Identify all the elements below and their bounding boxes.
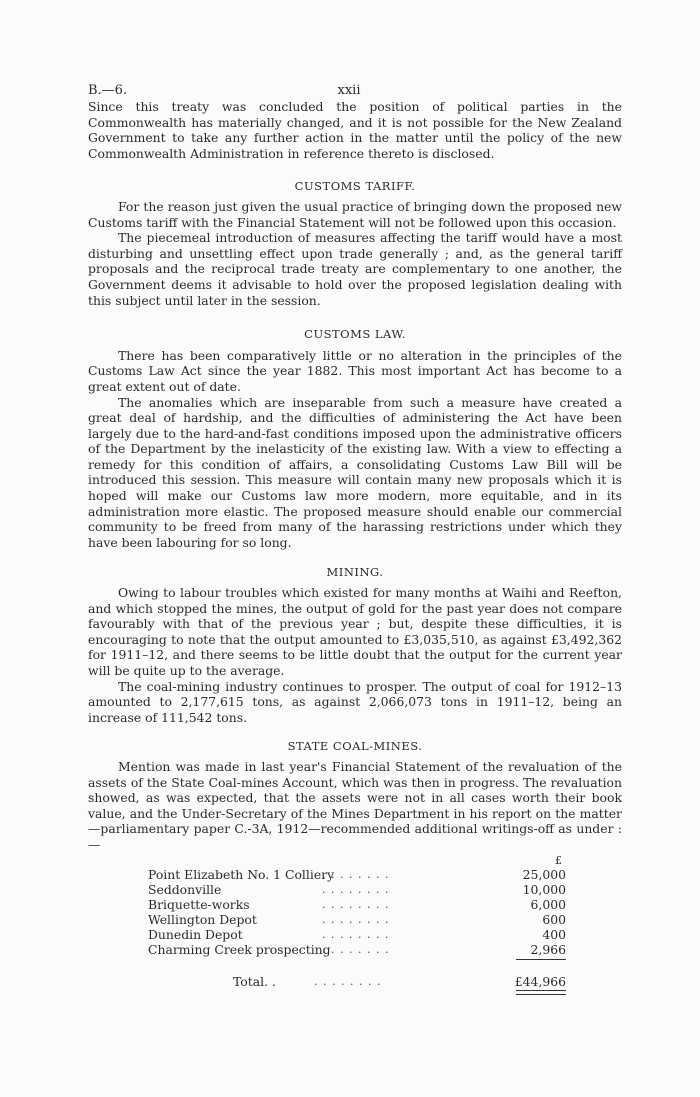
leader-dots: . . . . . . . . [322, 942, 390, 956]
row-amount: 6,000 [530, 896, 566, 912]
row-amount: 25,000 [522, 866, 566, 882]
row-label: Point Elizabeth No. 1 Colliery [148, 866, 335, 882]
subtotal-rule [516, 959, 566, 960]
total-amount: £44,966 [514, 973, 566, 989]
report-reference: B.—6. [88, 83, 128, 98]
leader-dots: . . . . . . . . [314, 974, 382, 988]
table-row [88, 897, 622, 912]
total-label: Total. . [233, 973, 276, 989]
leader-dots: . . . . . . . . [322, 927, 390, 941]
paragraph-mining-2: The coal-mining industry continues to prosper. The output of coal for 1912–13 amounted to 2,177,615 tons, as against 2,066,073 tons in 1911–12, being an increase of 111,542 tons. [88, 678, 622, 725]
page-header [88, 83, 610, 99]
row-amount: 2,966 [530, 941, 566, 957]
writings-off-table [88, 853, 622, 993]
currency-header [88, 853, 622, 867]
row-amount: 10,000 [522, 881, 566, 897]
row-label: Charming Creek prospecting [148, 941, 331, 957]
row-label: Dunedin Depot [148, 926, 243, 942]
total-row [88, 974, 622, 989]
heading-customs-law: CUSTOMS LAW. [304, 327, 406, 342]
paragraph-law-2: The anomalies which are inseparable from such a measure have created a great deal of hardship, and the difficulties of administering the Act have been largely due to the hard-and-fast conditions imposed upon the administrative officers of the Department by the inelasticity of the existing law. With a view to effecting a remedy for this condition of affairs, a consolidating Customs Law Bill will be introduced this session. This measure will contain many new proposals which it is hoped will make our Customs law more modern, more equitable, and in its administration more elastic. The proposed measure should enable our commercial community to be freed from many of the harassing restrictions under which they have been labouring for so long. [88, 394, 622, 550]
table-row [88, 882, 622, 897]
row-amount: 400 [542, 926, 566, 942]
paragraph-mining-1: Owing to labour troubles which existed for many months at Waihi and Reefton, and which stopped the mines, the output of gold for the past year does not compare favourably with that of the previous year ; but, despite these difficulties, it is encouraging to note that the output amounted to £3,035,510, as against £3,492,362 for 1911–12, and there seems to be little doubt that the output for the current year will be quite up to the average. [88, 585, 622, 678]
leader-dots: . . . . . . . . [322, 882, 390, 896]
row-label: Wellington Depot [148, 911, 257, 927]
table-rows [88, 867, 622, 957]
heading-mining: MINING. [326, 565, 384, 580]
document-body [88, 99, 622, 993]
table-row [88, 942, 622, 957]
leader-dots: . . . . . . . . [322, 867, 390, 881]
total-double-rule [516, 990, 566, 995]
table-row [88, 927, 622, 942]
currency-symbol: £ [555, 853, 562, 867]
paragraph-tariff-1: For the reason just given the usual practice of bringing down the proposed new Customs tariff with the Financial Statement will not be followed upon this occasion. [88, 198, 622, 230]
row-amount: 600 [542, 911, 566, 927]
leader-dots: . . . . . . . . [322, 912, 390, 926]
table-row [88, 867, 622, 882]
paragraph-tariff-2: The piecemeal introduction of measures affecting the tariff would have a most disturbing and unsettling effect upon trade generally ; and, as the general tariff proposals and the reciprocal trade treaty are complementary to one another, the Government deems it advisable to hold over the proposed legislation dealing with this subject until later in the session. [88, 230, 622, 308]
heading-state-coal-mines: STATE COAL-MINES. [287, 739, 423, 754]
page-number: xxii [337, 83, 361, 98]
paragraph-treaty: Since this treaty was concluded the position of political parties in the Commonwealth has materially changed, and it is not possible for the New Zealand Government to take any further action in the matter until the policy of the new Commonwealth Administration in reference thereto is disclosed. [88, 99, 622, 161]
row-label: Seddonville [148, 881, 222, 897]
leader-dots: . . . . . . . . [322, 897, 390, 911]
paragraph-law-1: There has been comparatively little or no alteration in the principles of the Customs Law Act since the year 1882. This most important Act has become to a great extent out of date. [88, 347, 622, 394]
row-label: Briquette-works [148, 896, 250, 912]
table-row [88, 912, 622, 927]
paragraph-state-coal-mines: Mention was made in last year's Financial Statement of the revaluation of the assets of the State Coal-mines Account, which was then in progress. The revaluation showed, as was expected, that the assets were not in all cases worth their book value, and the Under-Secretary of the Mines Department in his report on the matter—parliamentary paper C.-3A, 1912—recommended additional writings-off as under :— [88, 758, 622, 852]
heading-customs-tariff: CUSTOMS TARIFF. [294, 179, 416, 194]
